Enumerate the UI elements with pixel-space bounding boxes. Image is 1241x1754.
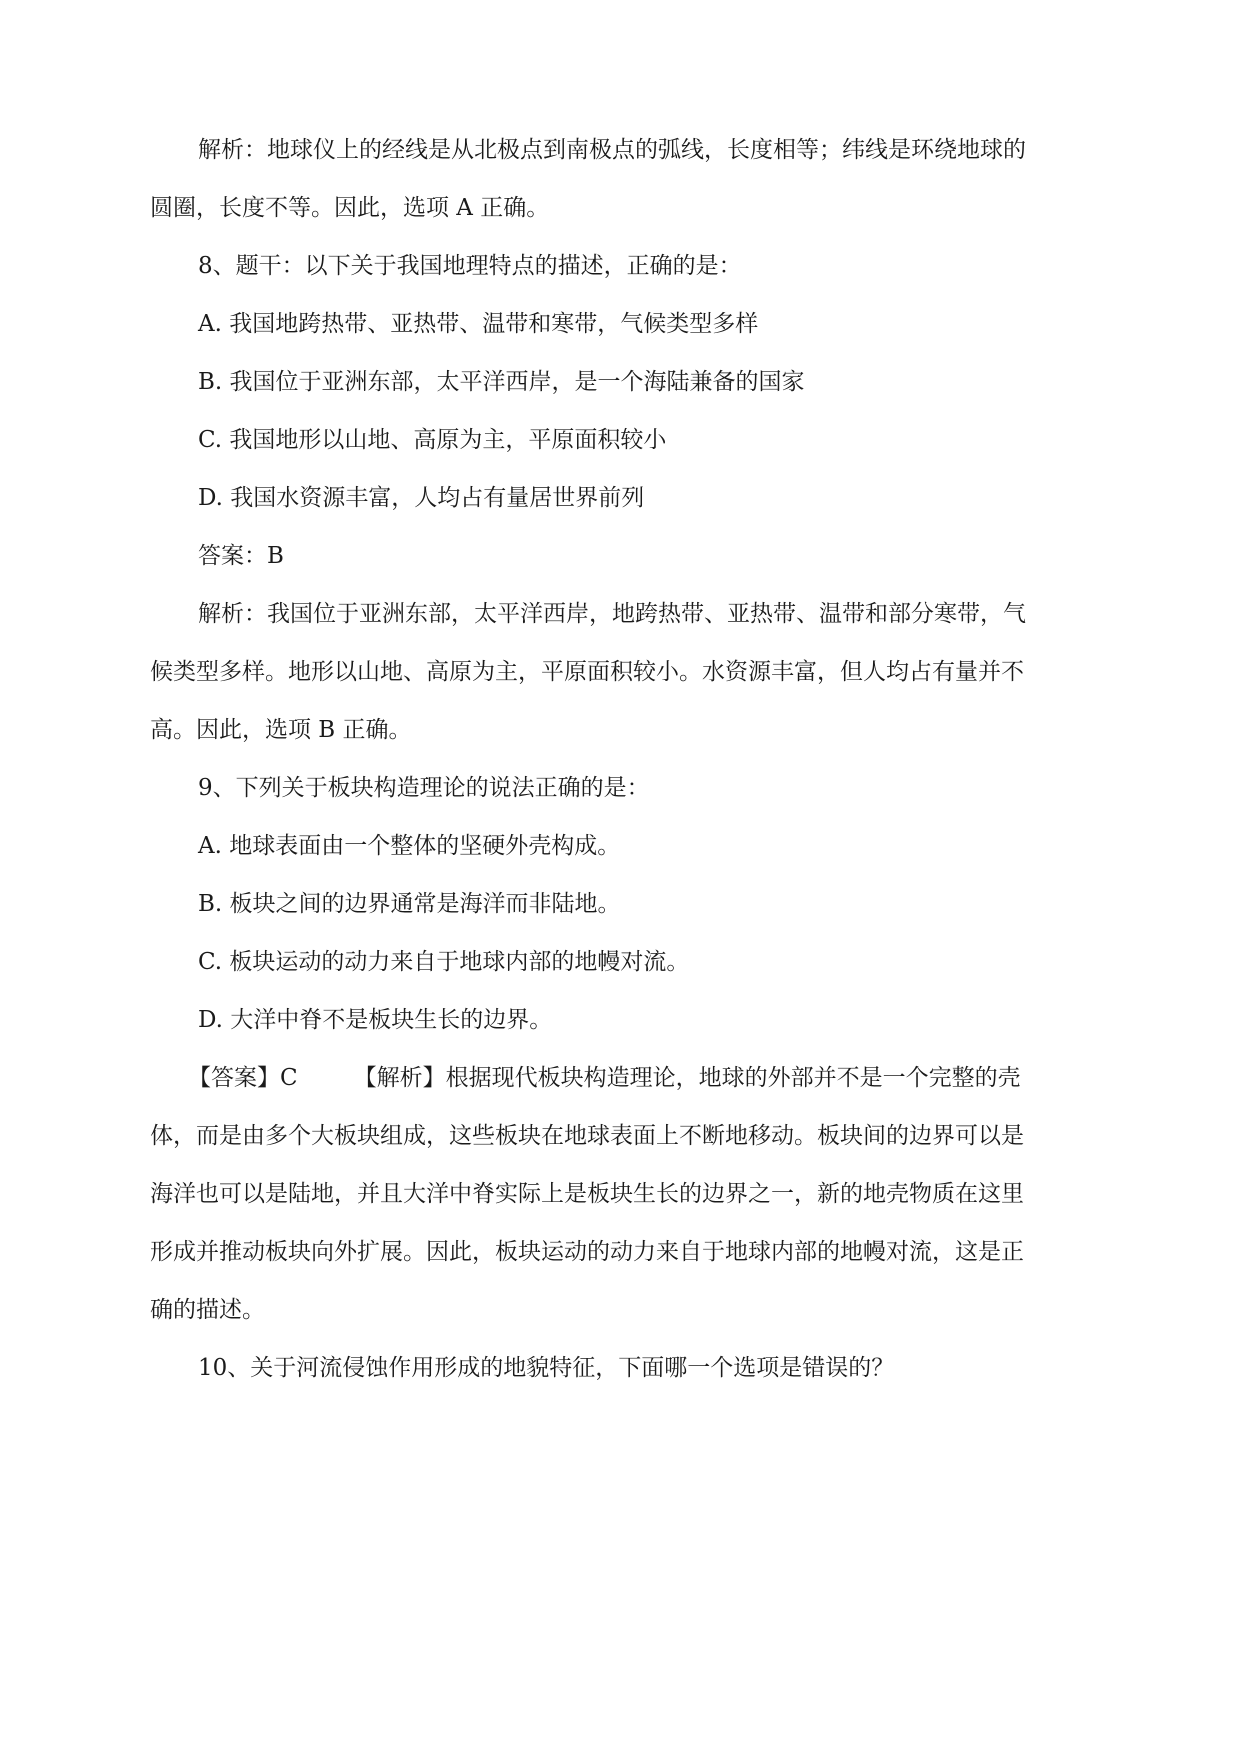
q9-analysis-line-1: 【解析】根据现代板块构造理论，地球的外部并不是一个完整的壳 xyxy=(353,1065,1021,1091)
q10-stem: 10、关于河流侵蚀作用形成的地貌特征，下面哪一个选项是错误的？ xyxy=(198,1355,895,1381)
q9-analysis-line-2: 体，而是由多个大板块组成，这些板块在地球表面上不断地移动。板块间的边界可以是 xyxy=(150,1123,1024,1149)
q9-option-c: C. 板块运动的动力来自于地球内部的地幔对流。 xyxy=(198,949,690,975)
q9-answer: 【答案】C xyxy=(188,1065,298,1091)
q9-option-a: A. 地球表面由一个整体的坚硬外壳构成。 xyxy=(198,833,621,859)
q8-option-c: C. 我国地形以山地、高原为主，平原面积较小 xyxy=(198,427,667,453)
q8-option-a: A. 我国地跨热带、亚热带、温带和寒带，气候类型多样 xyxy=(198,311,759,337)
q8-option-b: B. 我国位于亚洲东部，太平洋西岸，是一个海陆兼备的国家 xyxy=(198,369,805,395)
q9-analysis-line-5: 确的描述。 xyxy=(150,1297,265,1323)
q7-analysis-line-1: 解析：地球仪上的经线是从北极点到南极点的弧线，长度相等；纬线是环绕地球的 xyxy=(198,137,1026,163)
q8-analysis-line-2: 候类型多样。地形以山地、高原为主，平原面积较小。水资源丰富，但人均占有量并不 xyxy=(150,659,1024,685)
q9-analysis-line-3: 海洋也可以是陆地，并且大洋中脊实际上是板块生长的边界之一，新的地壳物质在这里 xyxy=(150,1181,1024,1207)
q9-stem: 9、下列关于板块构造理论的说法正确的是： xyxy=(198,775,650,801)
q7-analysis-line-2: 圆圈，长度不等。因此，选项 A 正确。 xyxy=(150,195,550,221)
q8-answer: 答案：B xyxy=(198,543,284,569)
q9-option-b: B. 板块之间的边界通常是海洋而非陆地。 xyxy=(198,891,621,917)
q9-analysis-line-4: 形成并推动板块向外扩展。因此，板块运动的动力来自于地球内部的地幔对流，这是正 xyxy=(150,1239,1024,1265)
q8-stem: 8、题干：以下关于我国地理特点的描述，正确的是： xyxy=(198,253,742,279)
q8-option-d: D. 我国水资源丰富，人均占有量居世界前列 xyxy=(198,485,645,511)
q9-answer-and-analysis-line-1 xyxy=(188,1062,1021,1094)
q8-analysis-line-1: 解析：我国位于亚洲东部，太平洋西岸，地跨热带、亚热带、温带和部分寒带，气 xyxy=(198,601,1026,627)
q8-analysis-line-3: 高。因此，选项 B 正确。 xyxy=(150,717,412,743)
q9-option-d: D. 大洋中脊不是板块生长的边界。 xyxy=(198,1007,553,1033)
